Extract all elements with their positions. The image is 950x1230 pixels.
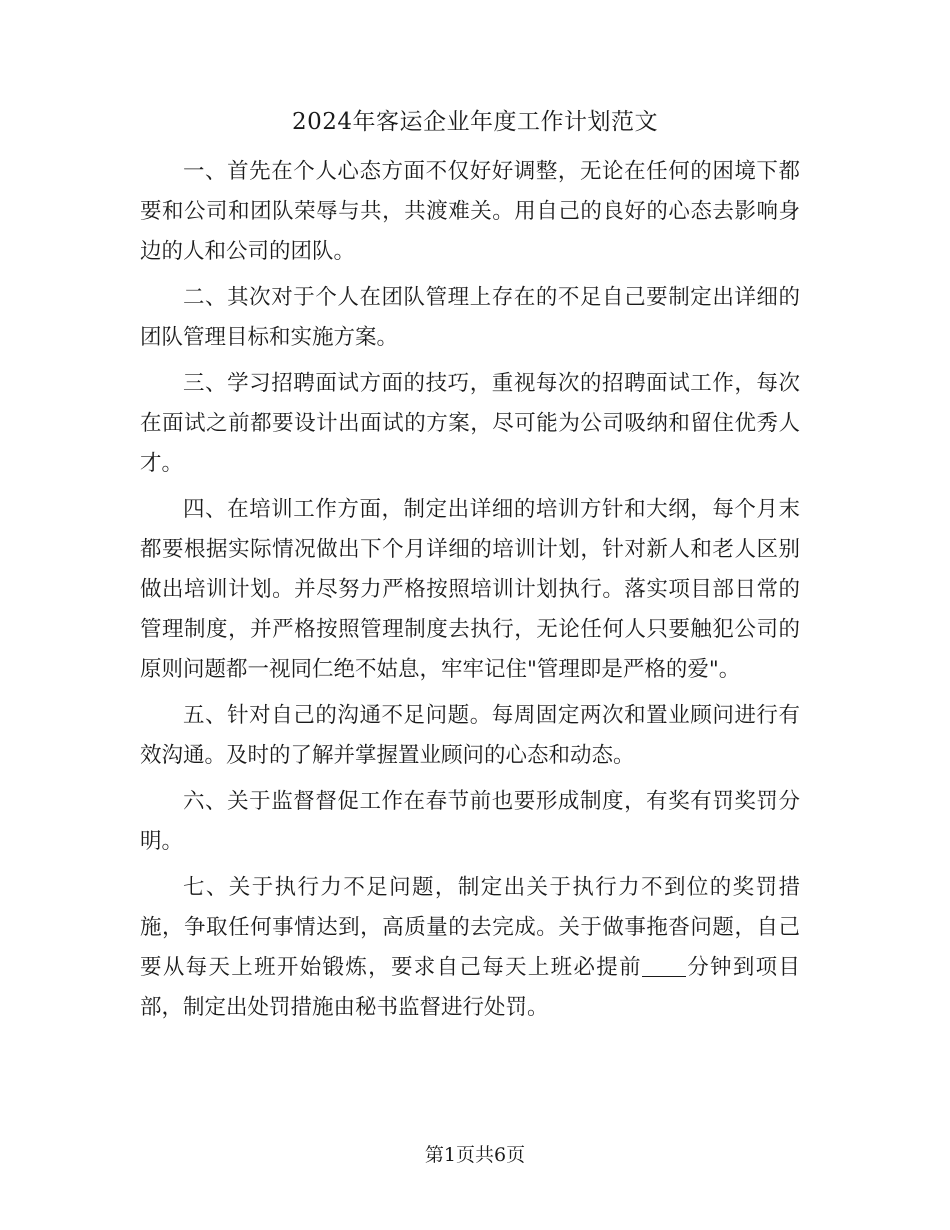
paragraph-1: 一、首先在个人心态方面不仅好好调整，无论在任何的困境下都要和公司和团队荣辱与共，共渡难关。用自己的良好的心态去影响身边的人和公司的团队。 [140, 159, 800, 264]
document-body [140, 152, 800, 1034]
page-number: 第1页共6页 [424, 1144, 526, 1166]
paragraph-7-after-blank: 分钟到项目部，制定出处罚措施由秘书监督进行处罚。 [140, 955, 800, 1020]
paragraph-4: 四、在培训工作方面，制定出详细的培训方针和大纲，每个月末都要根据实际情况做出下个月详细的培训计划，针对新人和老人区别做出培训计划。并尽努力严格按照培训计划执行。落实项目部日常的管理制度，并严格按照管理制度去执行，无论任何人只要触犯公司的原则问题都一视同仁绝不姑息，牢牢记住"管理即是严格的爱"。 [140, 497, 800, 682]
fill-in-blank [642, 955, 686, 978]
paragraph-3: 三、学习招聘面试方面的技巧，重视每次的招聘面试工作，每次在面试之前都要设计出面试的方案，尽可能为公司吸纳和留住优秀人才。 [140, 371, 800, 476]
paragraph-5: 五、针对自己的沟通不足问题。每周固定两次和置业顾问进行有效沟通。及时的了解并掌握置业顾问的心态和动态。 [140, 703, 800, 768]
paragraph-2: 二、其次对于个人在团队管理上存在的不足自己要制定出详细的团队管理目标和实施方案。 [140, 285, 800, 350]
paragraph-7 [140, 868, 800, 1028]
paragraph-7-before-blank: 七、关于执行力不足问题，制定出关于执行力不到位的奖罚措施，争取任何事情达到，高质量的去完成。关于做事拖沓问题，自己要从每天上班开始锻炼，要求自己每天上班必提前 [140, 875, 800, 980]
document-title: 2024年客运企业年度工作计划范文 [291, 109, 659, 135]
paragraph-6: 六、关于监督督促工作在春节前也要形成制度，有奖有罚奖罚分明。 [140, 789, 800, 854]
